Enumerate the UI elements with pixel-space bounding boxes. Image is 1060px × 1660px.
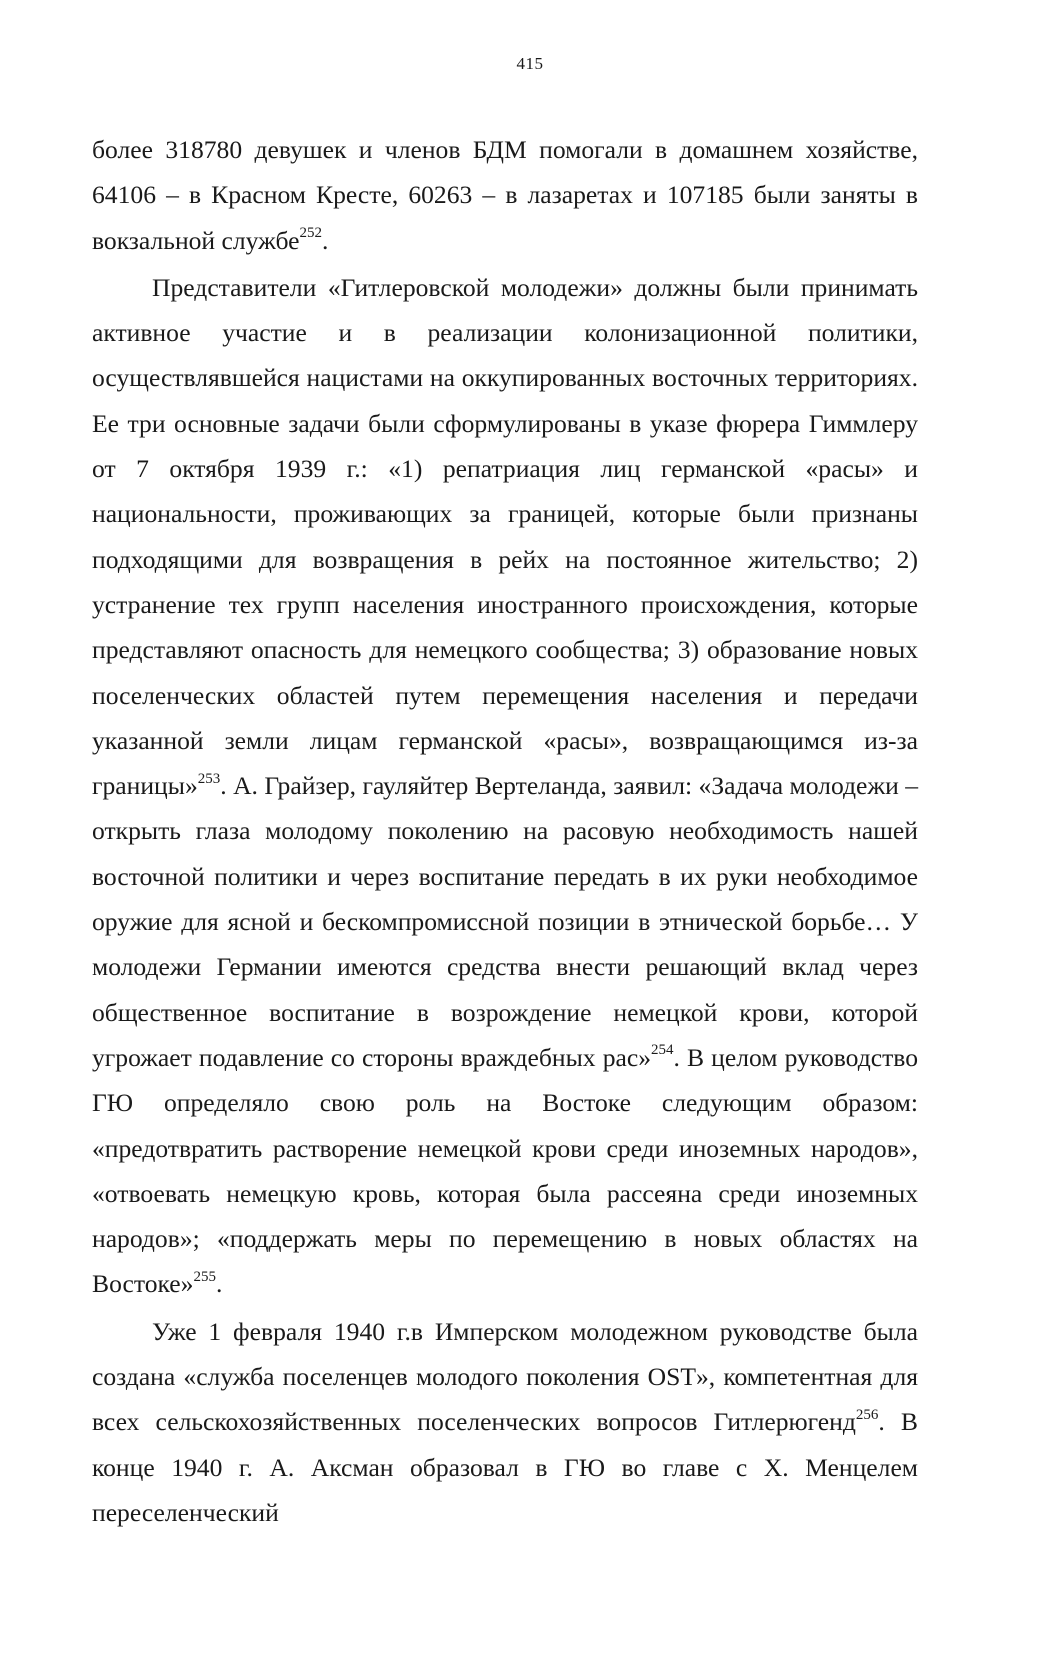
footnote-ref: 256 xyxy=(855,1406,879,1423)
footnote-ref: 253 xyxy=(197,770,221,787)
paragraph xyxy=(92,1309,918,1535)
footnote-ref: 254 xyxy=(651,1042,674,1059)
text-segment: более 318780 девушек и членов БДМ помогали в домашнем хозяйстве, 64106 – в Красном Кресте, 60263 – в лазаретах и 107185 были заняты в вокзальной службе xyxy=(92,135,918,255)
text-segment: . xyxy=(322,225,329,255)
paragraph xyxy=(92,127,918,263)
text-segment: . В целом руководство ГЮ определяло свою роль на Востоке следующим образом: «предотвратить растворение немецкой крови среди иноземных народов», «отвоевать немецкую кровь, которая была рассеяна среди иноземных народов»; «поддержать меры по перемещению в новых областях на Востоке» xyxy=(92,1042,918,1299)
text-segment: Уже 1 февраля 1940 г.в Имперском молодежном руководстве была создана «служба поселенцев молодого поколения OST», компетентная для всех сельскохозяйственных поселенческих вопросов Гитлерюгенд xyxy=(92,1316,918,1437)
text-segment: . В конце 1940 г. А. Аксман образовал в ГЮ во главе с Х. Менцелем переселенческий xyxy=(92,1407,918,1527)
text-segment: Представители «Гитлеровской молодежи» должны были принимать активное участие и в реализации колонизационной политики, осуществлявшейся нацистами на оккупированных восточных территориях. Ее три основные задачи были сформулированы в указе фюрера Гиммлеру от 7 октября 1939 г.: «1) репатриация лиц германской «расы» и национальности, проживающих за границей, которые были признаны подходящими для возвращения в рейх на постоянное жительство; 2) устранение тех групп населения иностранного происхождения, которые представляют опасность для немецкого сообщества; 3) образование новых поселенческих областей путем перемещения населения и передачи указанной земли лицам германской «расы», возвращающимся из-за границы» xyxy=(92,272,918,801)
footnote-ref: 255 xyxy=(193,1268,216,1285)
text-segment: . xyxy=(215,1269,223,1299)
page-number: 415 xyxy=(516,54,544,73)
paragraph xyxy=(92,265,918,1307)
text-segment: . А. Грайзер, гауляйтер Вертеланда, заявил: «Задача молодежи – открыть глаза молодому поколению на расовую необходимость нашей восточной политики и через воспитание передать в их руки необходимое оружие для ясной и бескомпромиссной позиции в этнической борьбе… У молодежи Германии имеются средства внести решающий вклад через общественное воспитание в возрождение немецкой крови, которой угрожает подавление со стороны враждебных рас» xyxy=(92,771,918,1072)
footnote-ref: 252 xyxy=(299,225,323,242)
body-text xyxy=(92,127,918,1535)
